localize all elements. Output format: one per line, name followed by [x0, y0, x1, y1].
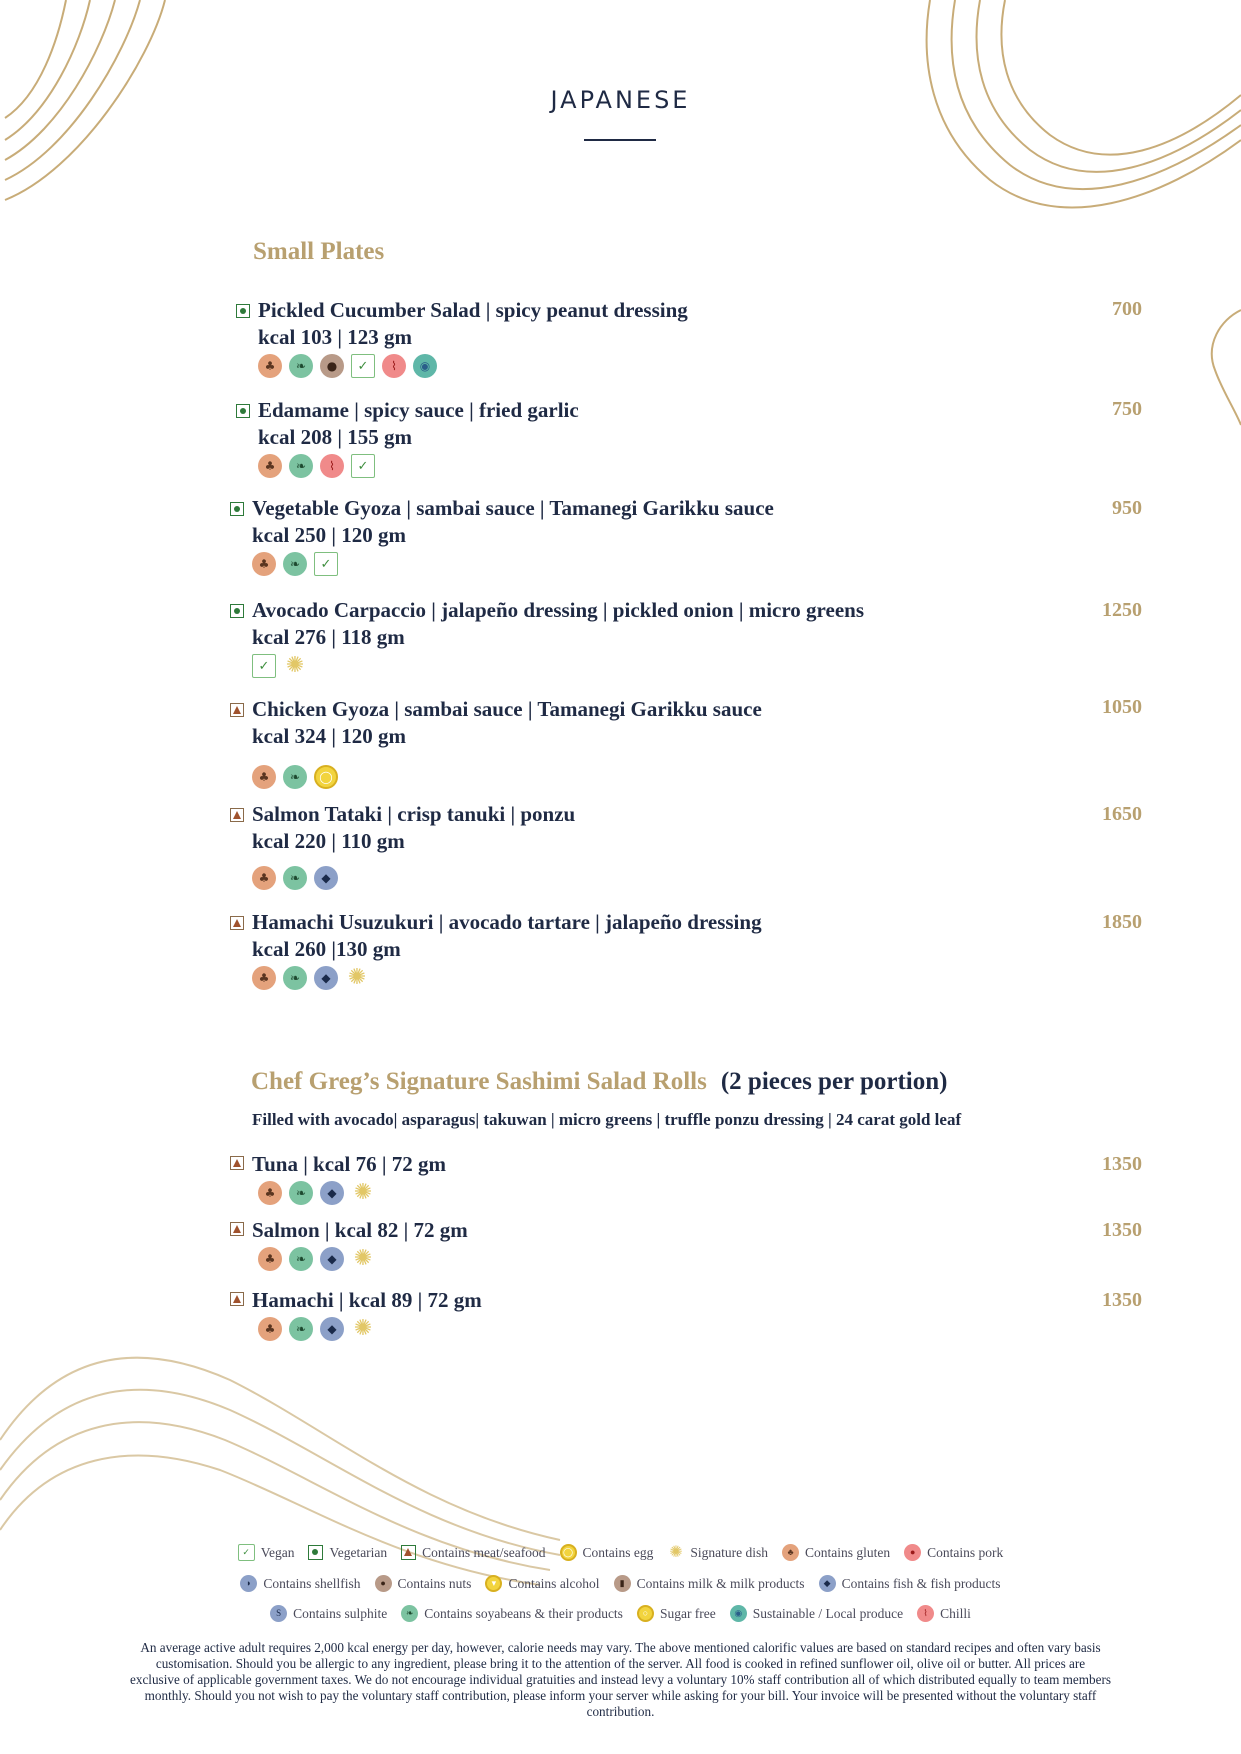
fish-icon: ◆	[320, 1181, 344, 1205]
legend-label: Contains sulphite	[293, 1605, 388, 1621]
menu-item-name: Edamame | spicy sauce | fried garlic	[258, 398, 579, 422]
menu-item-price: 1850	[1102, 911, 1142, 933]
menu-item-kcal: kcal 276 | 118 gm	[252, 625, 405, 649]
legend-label: Sugar free	[659, 1605, 716, 1621]
roll-item	[252, 1288, 482, 1341]
vegan-icon: ✓	[314, 552, 338, 576]
soy-icon: ❧	[289, 454, 313, 478]
disclaimer-text: An average active adult requires 2,000 kcal energy per day, however, calorie needs may vary. The above mentioned calorific values are based on standard recipes and often vary basis customisation. Should you be allergic to any ingredient, please bring it to the attention of the server. All food is cooked in refined sunflower oil, olive oil or butter. All prices are exclusive of applicable government taxes. We do not encourage individual gratuities and instead levy a voluntary 10% staff contribution all of which distributed equally to team members monthly. Should you not wish to pay the voluntary staff contribution, please inform your server while asking for your bill. Your invoice will be presented without the voluntary staff contribution.	[130, 1640, 1112, 1719]
shellfish-icon: ◗	[240, 1575, 257, 1592]
chilli-icon: ⌇	[917, 1605, 934, 1622]
chilli-icon: ⌇	[382, 354, 406, 378]
gluten-icon: ♣	[258, 1317, 282, 1341]
roll-item-name: Hamachi | kcal 89 | 72 gm	[252, 1288, 482, 1312]
fish-icon: ◆	[320, 1247, 344, 1271]
dietary-icons	[252, 866, 575, 890]
menu-item	[252, 910, 762, 990]
legend-entry	[308, 1544, 387, 1561]
menu-item-name: Hamachi Usuzukuri | avocado tartare | jalapeño dressing	[252, 910, 762, 934]
meat-marker-icon	[230, 808, 244, 822]
legend-entry	[270, 1605, 387, 1622]
meat-marker-icon	[230, 703, 244, 717]
sulphite-icon: S	[270, 1605, 287, 1622]
legend-entry	[637, 1605, 716, 1622]
vegetarian-marker-icon	[236, 404, 250, 418]
meat-icon	[401, 1545, 416, 1560]
legend-entry	[401, 1544, 545, 1561]
soy-icon: ❧	[283, 765, 307, 789]
dietary-icons	[258, 1317, 482, 1341]
menu-item	[252, 802, 575, 890]
fish-icon: ◆	[819, 1575, 836, 1592]
vegan-icon: ✓	[351, 454, 375, 478]
legend-entry	[240, 1575, 360, 1592]
sustainable-icon: ◉	[413, 354, 437, 378]
legend-entry	[730, 1605, 903, 1622]
rolls-portion-note: (2 pieces per portion)	[720, 1068, 948, 1095]
soy-icon: ❧	[401, 1605, 418, 1622]
rolls-title: Chef Greg’s Signature Sashimi Salad Rolls	[251, 1068, 707, 1095]
legend-row-3	[0, 1605, 1241, 1622]
menu-item	[252, 598, 864, 678]
menu-item-name: Avocado Carpaccio | jalapeño dressing | pickled onion | micro greens	[252, 598, 864, 622]
menu-item-kcal: kcal 260 |130 gm	[252, 937, 401, 961]
menu-item-kcal: kcal 103 | 123 gm	[258, 325, 412, 349]
menu-item-kcal: kcal 250 | 120 gm	[252, 523, 406, 547]
legend-entry	[401, 1605, 623, 1622]
roll-item-price: 1350	[1102, 1289, 1142, 1311]
legend-label: Vegan	[260, 1544, 295, 1560]
gluten-icon: ♣	[258, 354, 282, 378]
menu-item-price: 1650	[1102, 803, 1142, 825]
roll-item-price: 1350	[1102, 1153, 1142, 1175]
fish-icon: ◆	[314, 966, 338, 990]
legend-label: Chilli	[940, 1605, 971, 1621]
dietary-icons	[252, 552, 774, 576]
legend-label: Contains meat/seafood	[422, 1544, 546, 1560]
fish-icon: ◆	[320, 1317, 344, 1341]
sustainable-icon: ◉	[730, 1605, 747, 1622]
legend-entry	[485, 1575, 599, 1592]
legend-label: Contains alcohol	[508, 1575, 600, 1591]
signature-icon: ✺	[347, 965, 367, 990]
meat-marker-icon	[230, 916, 244, 930]
dietary-icons	[252, 654, 864, 678]
soy-icon: ❧	[283, 866, 307, 890]
nuts-icon: ●	[320, 354, 344, 378]
rolls-subtitle: Filled with avocado| asparagus| takuwan | micro greens | truffle ponzu dressing | 24 carat gold leaf	[252, 1110, 962, 1129]
legend-entry	[904, 1544, 1003, 1561]
soy-icon: ❧	[289, 1317, 313, 1341]
meat-marker-icon	[230, 1222, 244, 1236]
egg-icon: ◯	[560, 1544, 577, 1561]
dietary-icons	[258, 454, 579, 478]
dietary-icons	[258, 1247, 468, 1271]
vegan-icon: ✓	[238, 1544, 255, 1561]
signature-icon: ✺	[353, 1316, 373, 1341]
legend-row-1	[0, 1544, 1241, 1561]
legend-label: Signature dish	[690, 1544, 769, 1560]
vegetarian-marker-icon	[230, 604, 244, 618]
menu-item-kcal: kcal 208 | 155 gm	[258, 425, 412, 449]
gluten-icon: ♣	[252, 866, 276, 890]
menu-item	[258, 298, 688, 378]
gluten-icon: ♣	[252, 552, 276, 576]
signature-icon: ✺	[669, 1543, 683, 1561]
vegan-icon: ✓	[252, 654, 276, 678]
menu-item	[252, 697, 762, 789]
fish-icon: ◆	[314, 866, 338, 890]
legend-entry	[614, 1575, 805, 1592]
vegetarian-marker-icon	[236, 304, 250, 318]
legend-label: Contains pork	[927, 1544, 1004, 1560]
roll-item-name: Salmon | kcal 82 | 72 gm	[252, 1218, 468, 1242]
legend-label: Sustainable / Local produce	[752, 1605, 904, 1621]
legend-entry	[560, 1544, 654, 1561]
soy-icon: ❧	[289, 1247, 313, 1271]
roll-item-name: Tuna | kcal 76 | 72 gm	[252, 1152, 447, 1176]
alcohol-icon: ▾	[485, 1575, 502, 1592]
legend-entry	[667, 1544, 768, 1561]
gluten-icon: ♣	[258, 454, 282, 478]
pork-icon: ●	[904, 1544, 921, 1561]
legend-label: Contains milk & milk products	[636, 1575, 805, 1591]
vegetarian-marker-icon	[230, 502, 244, 516]
nuts-icon: ●	[375, 1575, 392, 1592]
menu-item-name: Salmon Tataki | crisp tanuki | ponzu	[252, 802, 576, 826]
dietary-icons	[258, 354, 688, 378]
menu-item-name: Vegetable Gyoza | sambai sauce | Tamanegi Garikku sauce	[252, 496, 774, 520]
chilli-icon: ⌇	[320, 454, 344, 478]
menu-item-price: 1250	[1102, 599, 1142, 621]
signature-icon: ✺	[353, 1246, 373, 1271]
legend-label: Vegetarian	[329, 1544, 388, 1560]
dietary-icons	[252, 966, 762, 990]
signature-icon: ✺	[285, 653, 305, 678]
legend-entry	[819, 1575, 1001, 1592]
dietary-icons	[252, 765, 762, 789]
meat-marker-icon	[230, 1292, 244, 1306]
soy-icon: ❧	[283, 552, 307, 576]
section-title-small-plates: Small Plates	[253, 238, 385, 265]
menu-item-name: Pickled Cucumber Salad | spicy peanut dressing	[258, 298, 688, 322]
gluten-icon: ♣	[258, 1181, 282, 1205]
legend-label: Contains shellfish	[263, 1575, 361, 1591]
legend-entry	[375, 1575, 472, 1592]
signature-icon: ✺	[353, 1180, 373, 1205]
menu-item-price: 950	[1112, 497, 1142, 519]
soy-icon: ❧	[289, 354, 313, 378]
meat-marker-icon	[230, 1156, 244, 1170]
soy-icon: ❧	[283, 966, 307, 990]
legend-row-2	[0, 1575, 1241, 1592]
menu-item-kcal: kcal 220 | 110 gm	[252, 829, 405, 853]
dietary-icons	[258, 1181, 446, 1205]
menu-item-kcal: kcal 324 | 120 gm	[252, 724, 406, 748]
roll-item-price: 1350	[1102, 1219, 1142, 1241]
menu-item	[258, 398, 579, 478]
legend-label: Contains nuts	[397, 1575, 472, 1591]
roll-item	[252, 1218, 468, 1271]
gluten-icon: ♣	[782, 1544, 799, 1561]
legend-label: Contains fish & fish products	[841, 1575, 1001, 1591]
legend-label: Contains soyabeans & their products	[424, 1605, 623, 1621]
gluten-icon: ♣	[252, 765, 276, 789]
menu-item	[252, 496, 774, 576]
section-title-sashimi-rolls	[251, 1068, 947, 1096]
menu-item-price: 750	[1112, 398, 1142, 420]
menu-item-name: Chicken Gyoza | sambai sauce | Tamanegi Garikku sauce	[252, 697, 762, 721]
egg-icon: ◯	[314, 765, 338, 789]
legend-label: Contains gluten	[805, 1544, 891, 1560]
milk-icon: ▮	[614, 1575, 631, 1592]
legend-entry	[782, 1544, 890, 1561]
roll-item	[252, 1152, 446, 1205]
page-title: JAPANESE	[550, 86, 691, 114]
soy-icon: ❧	[289, 1181, 313, 1205]
gluten-icon: ♣	[252, 966, 276, 990]
title-divider	[584, 139, 656, 141]
vegetarian-icon	[308, 1545, 323, 1560]
legend-entry	[238, 1544, 295, 1561]
gluten-icon: ♣	[258, 1247, 282, 1271]
legend-entry	[917, 1605, 971, 1622]
legend-label: Contains egg	[582, 1544, 654, 1560]
menu-item-price: 1050	[1102, 696, 1142, 718]
sugar-free-icon: ○	[637, 1605, 654, 1622]
vegan-icon: ✓	[351, 354, 375, 378]
menu-item-price: 700	[1112, 298, 1142, 320]
